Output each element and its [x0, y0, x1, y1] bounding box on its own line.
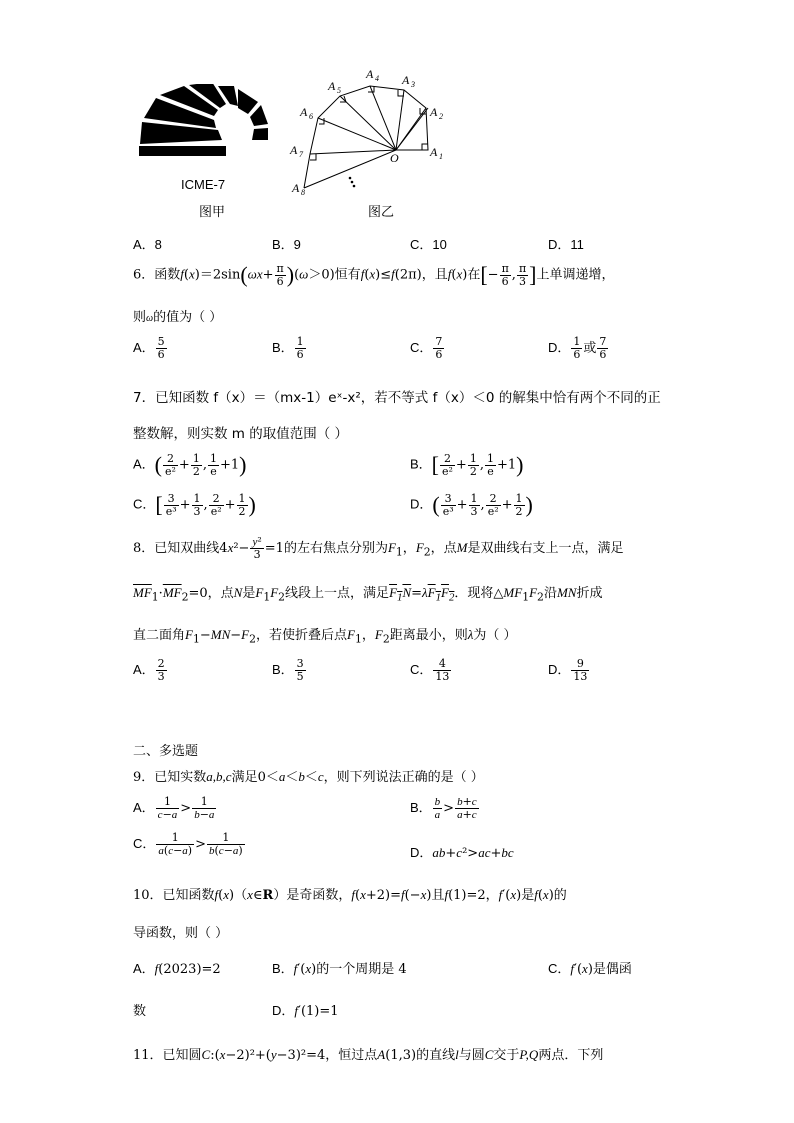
q8-option-c[interactable]: C． $\frac{4}{13}$ — [410, 657, 450, 683]
q8-label-a: A． — [133, 662, 155, 677]
svg-text:4: 4 — [375, 74, 379, 83]
svg-text:3: 3 — [411, 80, 415, 89]
q8-l3a: 直二面角 — [133, 628, 186, 643]
q9-option-a[interactable]: A． $\frac{1}{c-a}$ > $\frac{1}{b-a}$ — [133, 795, 215, 821]
q7-line1: 7．已知函数 f（x）＝（mx-1）eˣ-x²，若不等式 f（x）＜0 的解集中恰有两个不同的正 — [133, 390, 661, 406]
figure-jia — [134, 84, 274, 184]
q7-option-a[interactable]: A．( $\frac{2}{\text{e²}}$ + $\frac{1}{2}$ , $\frac{1}{e}$ +1) — [133, 451, 247, 478]
q10-label-b: B． — [272, 961, 294, 976]
q11-stem-b: ，恒过点 — [325, 1048, 378, 1063]
svg-text:A: A — [300, 105, 308, 119]
figure-yi — [288, 68, 458, 198]
q9-stem-c: ，则下列说法正确的是（ ） — [323, 770, 484, 785]
q8-l2b: 是 — [242, 586, 256, 601]
q8-label-c: C． — [410, 662, 433, 677]
q6-stem-e: 上单调递增， — [536, 267, 615, 283]
q6-or: 或 — [583, 341, 597, 356]
svg-text:A: A — [430, 105, 438, 119]
q8-option-b[interactable]: B． $\frac{3}{5}$ — [272, 657, 304, 683]
svg-text:2: 2 — [439, 112, 443, 121]
q10-optB-text: 的一个周期是 4 — [316, 962, 407, 977]
q10-label-c: C． — [548, 961, 571, 976]
q10-label-a: A． — [133, 961, 155, 976]
q11-stem-a: 11．已知圆 — [133, 1048, 202, 1063]
q10-l1a: 10．已知函数 — [133, 888, 215, 903]
svg-text:1: 1 — [439, 152, 443, 161]
q10-l1f: 是 — [521, 888, 535, 903]
q8-l2d: ．现将 — [454, 586, 494, 601]
q6-stem2b: 的值为（ ） — [153, 310, 223, 325]
q8-l2f: 折成 — [576, 586, 603, 601]
q9-stem-b: 满足 — [231, 770, 258, 785]
svg-text:A: A — [366, 68, 374, 81]
section-multi-choice-title: 二、多选题 — [133, 744, 199, 759]
q8-l3b: ，若使折叠后点 — [256, 628, 348, 643]
q8-l3c: 距离最小，则 — [389, 628, 468, 643]
q11-stem-d: 与圆 — [458, 1048, 485, 1063]
q6-label-b: B． — [272, 340, 294, 355]
q9-label-b: B． — [410, 800, 432, 815]
svg-text:6: 6 — [309, 112, 313, 121]
q6-option-c[interactable]: C． $\frac{7}{6}$ — [410, 335, 443, 361]
q5-option-d[interactable]: D．11 — [548, 237, 584, 252]
q8-l1a: 8．已知双曲线 — [133, 541, 220, 556]
q8-l2e: 沿 — [543, 586, 557, 601]
q11-stem-f: 两点．下列 — [538, 1048, 604, 1063]
q9-option-c[interactable]: C． $\frac{1}{a(c-a)}$ > $\frac{1}{b(c-a)}$ — [133, 831, 243, 857]
svg-text:A: A — [402, 73, 410, 87]
figure-jia-label: 图甲 — [199, 205, 226, 220]
q10-line1: 10．已知函数f(x)（x∈R）是奇函数，f(x+2)=f(−x)且f(1)=2，f′(x)是f(x)的 — [133, 887, 567, 903]
q10-l1g: 的 — [553, 888, 567, 903]
q8-l1d: 是双曲线右支上一点，满足 — [467, 541, 624, 556]
svg-text:A: A — [430, 145, 438, 159]
q8-line2: $\overline{MF}_1\cdot\overline{MF}_2=0$，点N是$F_1F_2$线段上一点，满足$F_1N=\lambda F_1F_2$．现将$\triangle MF_1F_2$沿MN折成 — [133, 585, 603, 604]
q6-label-c: C． — [410, 340, 433, 355]
q8-label-d: D． — [548, 662, 571, 677]
q8-l3d: 为（ ） — [473, 628, 517, 643]
q10-option-d[interactable]: D．f′(1)=1 — [272, 1003, 339, 1019]
q11-stem: 11．已知圆C:(x−2)²+(y−3)²=4，恒过点A(1,3)的直线l与圆C交于P,Q两点．下列 — [133, 1047, 604, 1063]
svg-text:8: 8 — [301, 188, 305, 197]
q8-line1: 8．已知双曲线4x²− $\frac{\text{y²}}{3}$ =1的左右焦点分别为$F_1$，$F_2$，点M是双曲线右支上一点，满足 — [133, 535, 624, 561]
figure-jia-caption: ICME-7 — [181, 177, 226, 192]
figure-yi-label: 图乙 — [368, 205, 395, 220]
svg-text:5: 5 — [337, 86, 341, 95]
q8-l2c: 线段上一点，满足 — [285, 586, 390, 601]
q10-l1b: （ — [234, 888, 248, 903]
q7-option-c[interactable]: C．[ $\frac{3}{\text{e³}}$ + $\frac{1}{3}$ , $\frac{2}{\text{e²}}$ + $\frac{1}{2}$ ) — [133, 491, 256, 518]
q6-stem-d: 在 — [467, 267, 481, 283]
q6-label-d: D． — [548, 340, 571, 355]
q10-l1c: ）是奇函数， — [273, 888, 352, 903]
q6-stem: 6．函数f(x)＝2sin(ωx+ $\frac{\pi}{6}$ )(ω＞0)恒有f(x)≤f(2π)，且f(x)在[− $\frac{\pi}{6}$ , $\frac{\pi}{3}$ ]上单调递增， — [133, 261, 615, 288]
q6-stem-line2: 则ω的值为（ ） — [133, 310, 223, 325]
icme-logo-graphic — [134, 84, 274, 184]
q8-l1c: ，点 — [430, 541, 457, 556]
q9-label-d: D． — [410, 845, 433, 860]
svg-text:O: O — [390, 151, 399, 165]
q9-label-c: C． — [133, 836, 156, 851]
q6-option-d[interactable]: D． $\frac{1}{6}$ 或 $\frac{7}{6}$ — [548, 335, 607, 361]
svg-text:7: 7 — [299, 150, 303, 159]
q7-label-c: C． — [133, 496, 156, 512]
q10-l1d: 且 — [431, 888, 445, 903]
q7-option-b[interactable]: B．[ $\frac{2}{\text{e²}}$ + $\frac{1}{2}$ , $\frac{1}{e}$ +1) — [410, 451, 524, 478]
spiral-triangles-diagram — [288, 68, 458, 198]
q6-stem-a: 6．函数 — [133, 267, 181, 283]
q7-label-d: D． — [410, 496, 433, 512]
q9-stem-a: 9．已知实数 — [133, 770, 207, 785]
q7-label-a: A． — [133, 456, 155, 472]
q11-stem-c: 的直线 — [416, 1048, 456, 1063]
q10-label-d: D． — [272, 1003, 295, 1018]
q7-label-b: B． — [410, 456, 432, 472]
q6-stem-c: ，且 — [421, 267, 448, 283]
q8-label-b: B． — [272, 662, 294, 677]
q9-option-d[interactable]: D．ab+c²>ac+bc — [410, 845, 514, 861]
q10-l1e: ， — [485, 888, 499, 903]
q5-option-b[interactable]: B．9 — [272, 237, 301, 252]
q8-option-a[interactable]: A． $\frac{2}{3}$ — [133, 657, 165, 683]
q8-option-d[interactable]: D． $\frac{9}{13}$ — [548, 657, 588, 683]
q10-optC-continued: 数 — [133, 1004, 147, 1019]
q6-option-a[interactable]: A． $\frac{5}{6}$ — [133, 335, 165, 361]
q10-option-c[interactable]: C．f′(x)是偶函 — [548, 961, 632, 977]
q9-stem: 9．已知实数a,b,c满足0＜a＜b＜c，则下列说法正确的是（ ） — [133, 769, 484, 785]
q9-label-a: A． — [133, 800, 155, 815]
svg-text:A: A — [328, 79, 336, 93]
q8-l1b: 的左右焦点分别为 — [283, 541, 388, 556]
q10-option-a[interactable]: A．f(2023)=2 — [133, 961, 221, 977]
q6-stem2: 则 — [133, 310, 147, 325]
q6-stem-b: 恒有 — [334, 267, 361, 283]
q10-option-b[interactable]: B．f′(x)的一个周期是 4 — [272, 961, 407, 977]
q7-option-d[interactable]: D．( $\frac{3}{\text{e³}}$ + $\frac{1}{3}$ , $\frac{2}{\text{e²}}$ + $\frac{1}{2}$ ) — [410, 491, 533, 518]
q6-option-b[interactable]: B． $\frac{1}{6}$ — [272, 335, 304, 361]
q8-line3: 直二面角$F_1-MN-F_2$，若使折叠后点$F_1$，$F_2$距离最小，则λ为（ ） — [133, 627, 517, 646]
q10-optC-text: 是偶函 — [592, 962, 632, 977]
svg-text:A: A — [290, 143, 298, 157]
q10-line2: 导函数，则（ ） — [133, 926, 229, 941]
q5-option-a[interactable]: A．8 — [133, 237, 162, 252]
q9-option-b[interactable]: B． $\frac{b}{a}$ > $\frac{b+c}{a+c}$ — [410, 795, 477, 821]
q8-l2a: ，点 — [207, 586, 234, 601]
q5-option-c[interactable]: C．10 — [410, 237, 447, 252]
q6-label-a: A． — [133, 340, 155, 355]
q11-stem-e: 交于 — [493, 1048, 520, 1063]
svg-text:A: A — [292, 181, 300, 195]
q7-line2: 整数解，则实数 m 的取值范围（ ） — [133, 426, 349, 442]
